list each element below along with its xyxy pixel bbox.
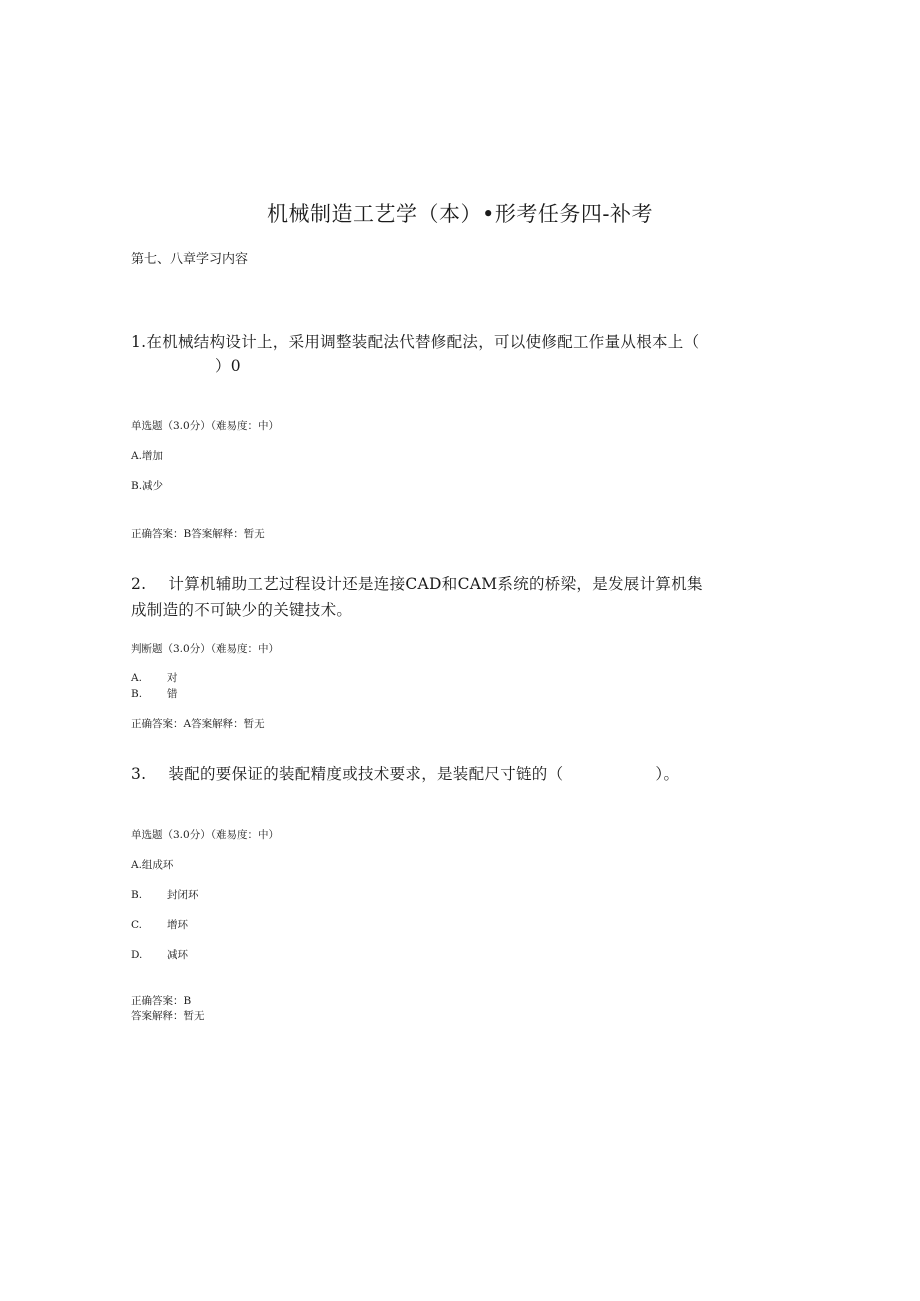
question-2-text-line2: 成制造的不可缺少的关键技术。: [131, 601, 353, 619]
option-text: 封闭环: [167, 889, 199, 901]
question-3-text-tail: ）。: [655, 765, 680, 783]
section-subtitle: 第七、八章学习内容: [131, 252, 249, 267]
option-letter: C.: [131, 919, 142, 931]
question-2-option-b[interactable]: [131, 686, 178, 701]
question-3-text-line1: [131, 762, 679, 784]
question-1-meta: 单选题（3.0分）（难易度：中）: [131, 420, 279, 432]
question-3-option-a[interactable]: A.组成环: [131, 859, 174, 871]
question-2-meta: 判断题（3.0分）（难易度：中）: [131, 643, 279, 655]
option-letter: B.: [131, 688, 143, 700]
question-3-option-d[interactable]: [131, 947, 188, 962]
question-2-text-line1: [131, 572, 703, 594]
page-title: 机械制造工艺学（本）•形考任务四-补考: [267, 202, 653, 226]
question-2-option-a[interactable]: [131, 670, 178, 685]
question-1-option-b[interactable]: B.减少: [131, 480, 164, 492]
question-2-answer: 正确答案：A答案解释：暂无: [131, 718, 265, 730]
question-2-text: 计算机辅助工艺过程设计还是连接CAD和CAM系统的桥梁，是发展计算机集: [168, 575, 703, 593]
question-3-explanation: 答案解释：暂无: [131, 1010, 205, 1022]
question-3-number: 3.: [131, 765, 147, 783]
question-1-text-line1: 1.在机械结构设计上，采用调整装配法代替修配法，可以使修配工作量从根本上（: [131, 333, 700, 351]
option-text: 减环: [167, 949, 188, 961]
option-text: 增环: [167, 919, 188, 931]
question-2-number: 2.: [131, 575, 147, 593]
option-letter: D.: [131, 949, 143, 961]
question-1-answer: 正确答案：B答案解释：暂无: [131, 528, 265, 540]
question-1-text-line2: ）0: [215, 357, 241, 375]
question-3-option-c[interactable]: [131, 917, 188, 932]
option-text: 错: [167, 688, 178, 700]
question-3-option-b[interactable]: [131, 887, 199, 902]
question-3-meta: 单选题（3.0分）（难易度：中）: [131, 829, 279, 841]
question-3-answer: 正确答案：B: [131, 995, 192, 1007]
option-letter: A.: [131, 672, 142, 684]
question-3-text: 装配的要保证的装配精度或技术要求，是装配尺寸链的（: [168, 765, 564, 783]
question-1-option-a[interactable]: A.增加: [131, 450, 163, 462]
option-letter: B.: [131, 889, 143, 901]
option-text: 对: [167, 672, 178, 684]
